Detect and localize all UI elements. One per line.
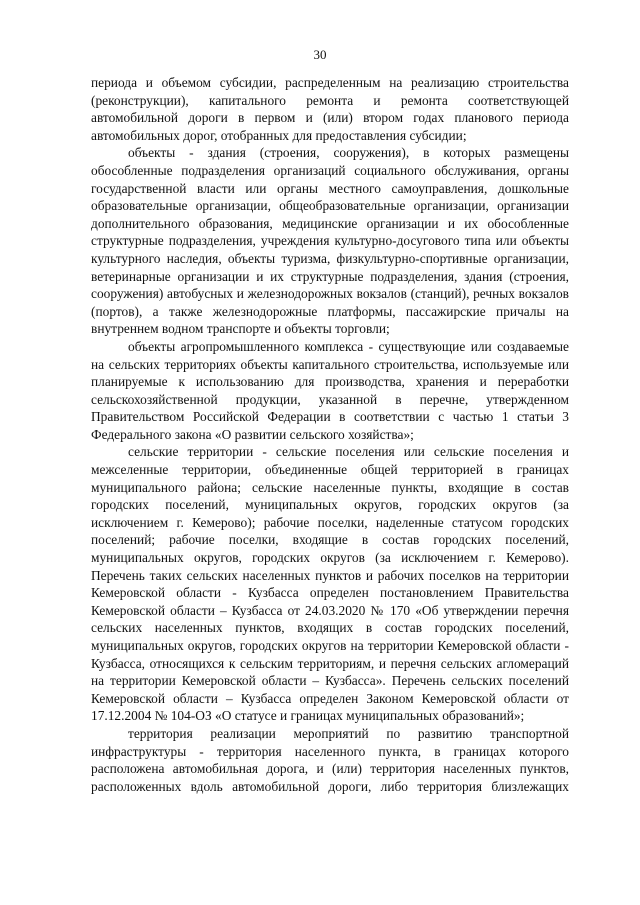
paragraph-subsidy-period: периода и объемом субсидии, распределенным на реализацию строительства (реконструкции), капитального ремонта и ремонта соответствующей автомобильной дороги в первом и (или) втором годах планового периода автомобильных дорог, отобранных для предоставления субсидии; — [91, 75, 569, 143]
page-number: 30 — [313, 47, 327, 62]
paragraph-rural-territories-definition: сельские территории - сельские поселения или сельские поселения и межселенные территории, объединенные общей территорией в границах муниципального района; сельские населенные пункты, входящие в состав городских поселений, муниципальных округов, городских округов (за исключением г. Кемерово); рабочие поселки, наделенные статусом городских поселений; рабочие поселки, входящие в состав городских поселений, муниципальных округов, городских округов (за исключением г. Кемерово). Перечень таких сельских населенных пунктов и рабочих поселков на территории Кемеровской области - Кузбасса определен постановлением Правительства Кемеровской области – Кузбасса от 24.03.2020 № 170 «Об утверждении перечня сельских населенных пунктов, входящих в состав городских поселений, муниципальных округов, городских округов на территории Кемеровской области - Кузбасса, относящихся к сельским территориям, и перечня сельских агломераций на территории Кемеровской области – Кузбасса». Перечень сельских поселений Кемеровской области – Кузбасса определен Законом Кемеровской области от 17.12.2004 № 104-ОЗ «О статусе и границах муниципальных образований»; — [91, 444, 569, 724]
paragraph-objects-definition: объекты - здания (строения, сооружения), в которых размещены обособленные подразделения организаций социального обслуживания, органы государственной власти или органы местного самоуправления, дошкольные образовательные организации, общеобразовательные организации, организации дополнительного образования, медицинские организации и их обособленные структурные подразделения, учреждения культурно-досугового типа или объекты культурного наследия, объекты туризма, физкультурно-спортивные организации, ветеринарные организации и их структурные подразделения, здания (строения, сооружения) автобусных и железнодорожных вокзалов (станций), речных вокзалов (портов), а также железнодорожные платформы, пассажирские причалы на внутреннем водном транспорте и объекты торговли; — [91, 145, 569, 337]
paragraph-agro-objects-definition: объекты агропромышленного комплекса - существующие или создаваемые на сельских территориях объекты капитального строительства, используемые или планируемые к использованию для производства, хранения и переработки сельскохозяйственной продукции, указанной в перечне, утвержденном Правительством Российской Федерации в соответствии с частью 1 статьи 3 Федерального закона «О развитии сельского хозяйства»; — [91, 338, 569, 442]
paragraph-transport-territory-definition: территория реализации мероприятий по развитию транспортной инфраструктуры - территория населенного пункта, в границах которого расположена автомобильная дорога, и (или) территория населенных пунктов, расположенных вдоль автомобильной дороги, либо территория близлежащих — [91, 725, 569, 794]
document-body — [91, 74, 569, 795]
